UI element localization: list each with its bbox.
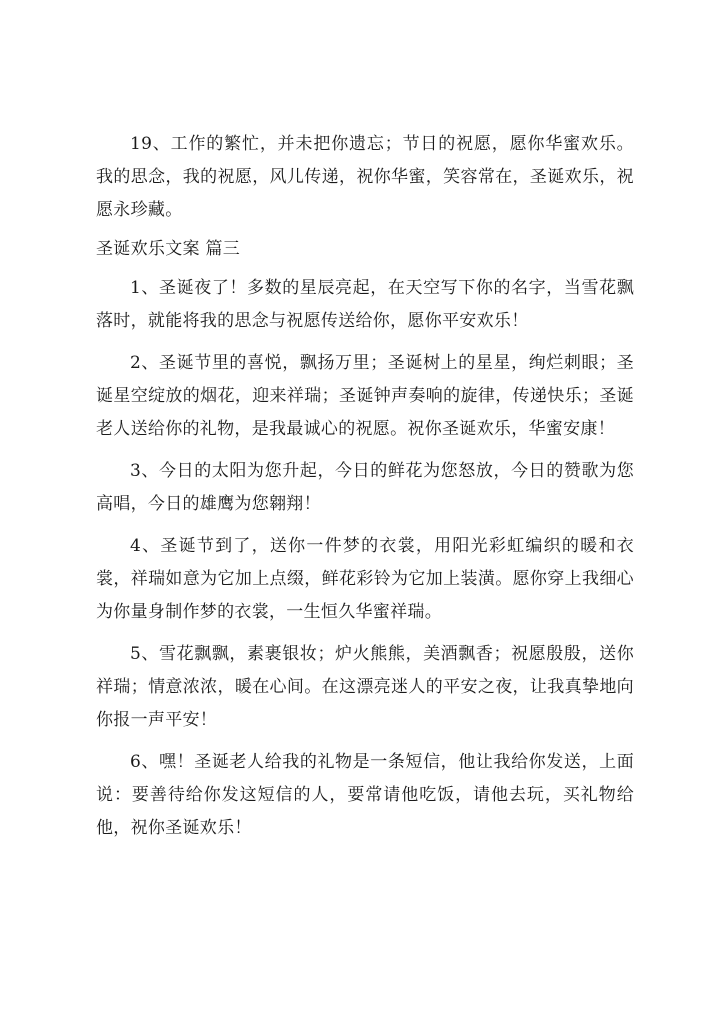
- paragraph-item-5: 5、雪花飘飘，素裹银妆；炉火熊熊，美酒飘香；祝愿殷殷，送你祥瑞；情意浓浓，暖在心间。在这漂亮迷人的平安之夜，让我真挚地向你报一声平安！: [96, 644, 634, 730]
- paragraph-item-6: 6、嘿！圣诞老人给我的礼物是一条短信，他让我给你发送，上面说：要善待给你发这短信的人，要常请他吃饭，请他去玩，买礼物给他，祝你圣诞欢乐！: [96, 752, 634, 838]
- paragraph-item-4: 4、圣诞节到了，送你一件梦的衣裳，用阳光彩虹编织的暖和衣裳，祥瑞如意为它加上点缀，鲜花彩铃为它加上装潢。愿你穿上我细心为你量身制作梦的衣裳，一生恒久华蜜祥瑞。: [96, 536, 634, 622]
- paragraph-item-2: 2、圣诞节里的喜悦，飘扬万里；圣诞树上的星星，绚烂刺眼；圣诞星空绽放的烟花，迎来祥瑞；圣诞钟声奏响的旋律，传递快乐；圣诞老人送给你的礼物，是我最诚心的祝愿。祝你圣诞欢乐，华蜜安康！: [96, 353, 634, 439]
- paragraph-19: 19、工作的繁忙，并未把你遗忘；节日的祝愿，愿你华蜜欢乐。我的思念，我的祝愿，风儿传递，祝你华蜜，笑容常在，圣诞欢乐，祝愿永珍藏。: [96, 134, 634, 220]
- section-heading: 圣诞欢乐文案 篇三: [96, 239, 241, 259]
- paragraph-item-1: 1、圣诞夜了！多数的星辰亮起，在天空写下你的名字，当雪花飘落时，就能将我的思念与祝愿传送给你，愿你平安欢乐！: [96, 278, 634, 331]
- paragraph-item-3: 3、今日的太阳为您升起，今日的鲜花为您怒放，今日的赞歌为您高唱，今日的雄鹰为您翱翔！: [96, 461, 634, 514]
- document-page: [96, 128, 634, 845]
